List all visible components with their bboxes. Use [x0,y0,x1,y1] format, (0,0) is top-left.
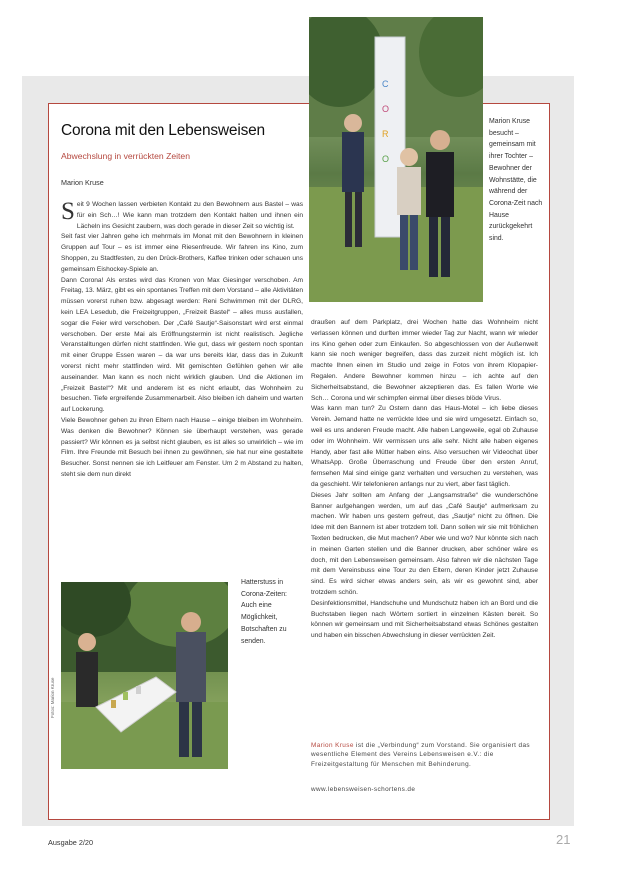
issue-label: Ausgabe 2/20 [48,838,94,847]
author-bio-text: ist die „Verbindung“ zum Vorstand. Sie organisiert das wesentliche Element des Vereins Lebensweisen e.V.: die Freizeitgestaltung für Menschen mit Behinderung. [311,742,530,768]
photo-caption-visitors: Marion Kruse besucht – gemeinsam mit ihrer Tochter – Bewohner der Wohnstätte, die während der Corona-Zeit nach Hause zurückgekehrt sind. [489,118,543,243]
photo-visitors-with-banner [309,17,483,302]
article-subtitle: Abwechslung in verrückten Zeiten [61,151,190,161]
photo-credit: Fotos: Marion Kruse [50,677,55,718]
article-paragraph: Dann Corona! Als erstes wird das Kronen von Max Giesinger verschoben. Am Freitag, 13. März, gibt es ein spontanes Treffen mit dem Vorstand – alle Aktivitäten müssen vorerst ruhen bzw. abgesagt werden: Reni Schwimmen mit der DLRG, kein LEA Lesedub, die Freizeitgruppen, „Freizeit Bastel“ – alles muss ausfallen, sogar die Feier wird verschoben. Der „Café Sautje“-Saisonstart wird erst einmal verschoben. Der erste Mai als Eröffnungstermin ist nicht realistisch. Jegliche Veranstalltungen dürfen nicht stattfinden. Wie gut, dass wir gestern noch spontan mit einer Gruppe Essen waren – da war uns bereits klar, dass das in Zukunft vorerst nicht mehr stattfinden wird. Mit gemischten Gefühlen gehen wir alle auseinander. Man kann es noch nicht wirklich glauben. Und die Aktionen im „Freizeit Bastel“? Mit und anderem ist es nicht erlaubt, das Wohnheim zu besuchen. Tiefe ergreifende Zusammenarbeit. Also bleiben ich daheim und warten auf Lockerung. [61,276,303,414]
svg-text:O: O [382,154,390,164]
author-bio [311,741,541,769]
photo-caption-table: Hatterstuss in Corona-Zeiten: Auch eine Möglichkeit, Botschaften zu senden. [241,579,287,645]
photo-visitors-illustration [309,17,483,302]
photo-outdoor-table [61,582,228,769]
svg-text:R: R [382,129,389,139]
svg-text:O: O [382,104,390,114]
article-paragraph: Viele Bewohner gehen zu ihren Eltern nach Hause – einige bleiben im Wohnheim. Was denken die Bewohner? Können sie überhaupt verstehen, was gerade passiert? Wir können es ja selbst nicht glauben, es ist alles so unwirklich – wie im Film. Ihre Freunde mit Besuch bei ihnen zu gewöhnen, sie hat nur eine gestaltete Besucher. Sonst nennen sie ich Leitfeuer am Fenster. Um 2 m Abstand zu halten, steht sie dem nun direkt [61,416,303,478]
author-bio-name: Marion Kruse [311,742,354,749]
page-number: 21 [556,832,571,847]
photo-table-illustration [61,582,228,769]
article-paragraph: Dieses Jahr sollten am Anfang der „Langsamstraße“ die wunderschöne Banner aufgehangen werden, um auf das „Café Sautje“ aufmerksam zu machen. Wir haben uns gestern gefreut, das „Sautje“ nicht zu öffnen. Die Idee mit den Bannern ist aber trotzdem toll. Dann sollen wir sie mit fröhlichen Texten bedrucken, die Mut machen? Aber wie und wo? Nur könnte sich nach in meinen Garten stellen und die Banner drucken, aber schöner wäre es doch, mit den Lebensweisen gemeinsam. Also fahren wir die nächsten Tage mit dem Vereinsbuss eine Tour zu den Eltern, deren Kinder jetzt Zuhause sind. Es wird sicher etwas anders sein, als wir es gewohnt sind, aber trotzdem schön. [311,491,538,596]
svg-text:C: C [382,79,389,89]
article-column-right [311,318,538,716]
article-column-left [61,200,303,577]
article-paragraph: Seit 9 Wochen lassen verbieten Kontakt zu den Bewohnern aus Bastel – was für ein Sch…! Wie kann man trotzdem den Kontakt halten und ihnen ein Lächeln ins Gesicht zaubern, was doch gerade in dieser Zeit so wichtig ist. [61,200,303,230]
article-paragraph: Seit fast vier Jahren gehe ich mehrmals im Monat mit den Bewohnern in kleinen Gruppen auf Tour – es ist immer eine Riesenfreude. Wir fahren ins Kino, zum Shoppen, zu Stadtfesten, zu den Drück-Brothers, Kaffee trinken oder schauen uns gemeinsam Eishockey-Spiele an. [61,233,303,273]
article-author: Marion Kruse [61,178,104,187]
article-paragraph: Desinfektionsmittel, Handschuhe und Mundschutz haben ich an Bord und die Buchstaben liegen nach Wörtern sortiert in einzelnen Kästen bereit. So können wir gemeinsam und mit Sicherheitsabstand etwas Schönes gestalten und haben ein bisschen Abwechslung in dieser verrückten Zeit. [311,599,538,640]
website-link[interactable]: www.lebensweisen-schortens.de [311,786,416,793]
drop-cap: S [61,200,75,225]
article-title: Corona mit den Lebensweisen [61,122,265,139]
article-paragraph: draußen auf dem Parkplatz, drei Wochen hatte das Wohnheim nicht verlassen können und durften immer wieder Tag zur Nacht, wann wir wieder ins Kino gehen oder zum Einkaufen. So abgeschlossen von der Außenwelt kann sie noch weniger begreifen, dass das zurzeit nicht möglich ist. Ich machte Ihnen einen im Studio und zeige in Fotos von ihrem Klopapier-Regalen. Andere Bewohner kommen hinzu – ich achte auf den Sicherheitsabstand, die Bewohner akzeptieren das. Es fallen Worte wie Sch… Corona und wir schimpfen einmal über dieses blöde Virus. [311,319,538,402]
article-paragraph: Was kann man tun? Zu Ostern dann das Haus-Motel – ich liebe dieses Verein. Jemand hatte ne verrückte Idee und sie wird umgesetzt. Einfach so, weil es uns anderen Freude macht. Alle haben Langeweile, egal ob Zuhause oder im Wohnheim. Wir vermissen uns alle sehr. Nicht alle haben eigenes Handy, aber fast alle Mütter haben eins. Also versuchen wir Videochat über WhatsApp. Große Überraschung und Freude über den ersten Anruf, fernsehen Mal sind einige ganz verhalten und versuchen zu verstehen, was da geschieht. Wir telefonieren anfangs nur zu viert, aber fast täglich. [311,405,538,488]
